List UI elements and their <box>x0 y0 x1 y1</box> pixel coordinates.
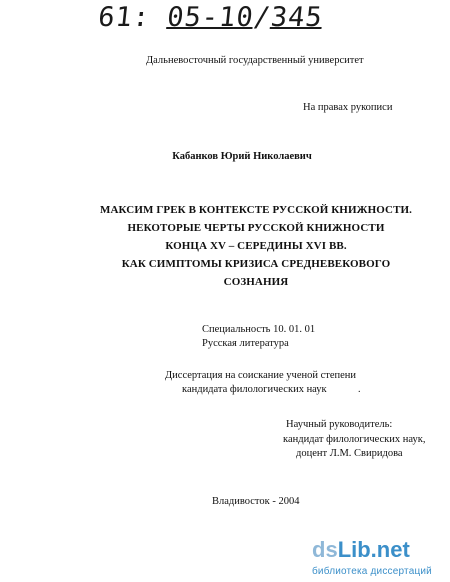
watermark-subtitle: библиотека диссертаций <box>312 566 432 577</box>
title-line: КАК СИМПТОМЫ КРИЗИСА СРЕДНЕВЕКОВОГО <box>121 258 391 270</box>
handwritten-catalog-number <box>96 2 325 38</box>
degree-line-2: кандидата филологических наук <box>182 384 327 395</box>
dslib-watermark <box>312 537 450 582</box>
specialty-code: Специальность 10. 01. 01 <box>202 324 316 335</box>
dissertation-title <box>0 201 450 291</box>
logo-part-ds: ds <box>312 537 338 562</box>
manuscript-rights-note: На правах рукописи <box>303 102 393 113</box>
city-year: Владивосток - 2004 <box>212 496 300 507</box>
advisor-degree: кандидат филологических наук, <box>283 433 426 445</box>
handwritten-code-part1: 61: <box>96 2 152 33</box>
dissertation-degree-block <box>165 369 361 397</box>
dslib-logo <box>312 537 450 563</box>
handwritten-code-part4: 345 <box>269 2 325 33</box>
advisor-name: доцент Л.М. Свиридова <box>296 448 403 459</box>
title-line: СОЗНАНИЯ <box>223 276 289 288</box>
specialty-block <box>202 323 315 351</box>
specialty-name: Русская литература <box>202 338 289 349</box>
stray-mark: . <box>358 384 361 395</box>
title-line: МАКСИМ ГРЕК В КОНТЕКСТЕ РУССКОЙ КНИЖНОСТИ. <box>99 204 413 216</box>
handwritten-code-part2: 05-10 <box>165 2 256 33</box>
author-name: Кабанков Юрий Николаевич <box>172 151 312 162</box>
title-line: НЕКОТОРЫЕ ЧЕРТЫ РУССКОЙ КНИЖНОСТИ <box>127 222 385 234</box>
advisor-block <box>283 418 426 462</box>
title-line: КОНЦА XV – СЕРЕДИНЫ XVI ВВ. <box>165 240 347 252</box>
advisor-label: Научный руководитель: <box>286 419 393 430</box>
handwritten-code-part3: / <box>251 2 273 33</box>
degree-line-1: Диссертация на соискание ученой степени <box>165 370 357 381</box>
logo-part-lib: Lib.net <box>337 537 410 562</box>
university-name: Дальневосточный государственный университет <box>146 55 364 66</box>
